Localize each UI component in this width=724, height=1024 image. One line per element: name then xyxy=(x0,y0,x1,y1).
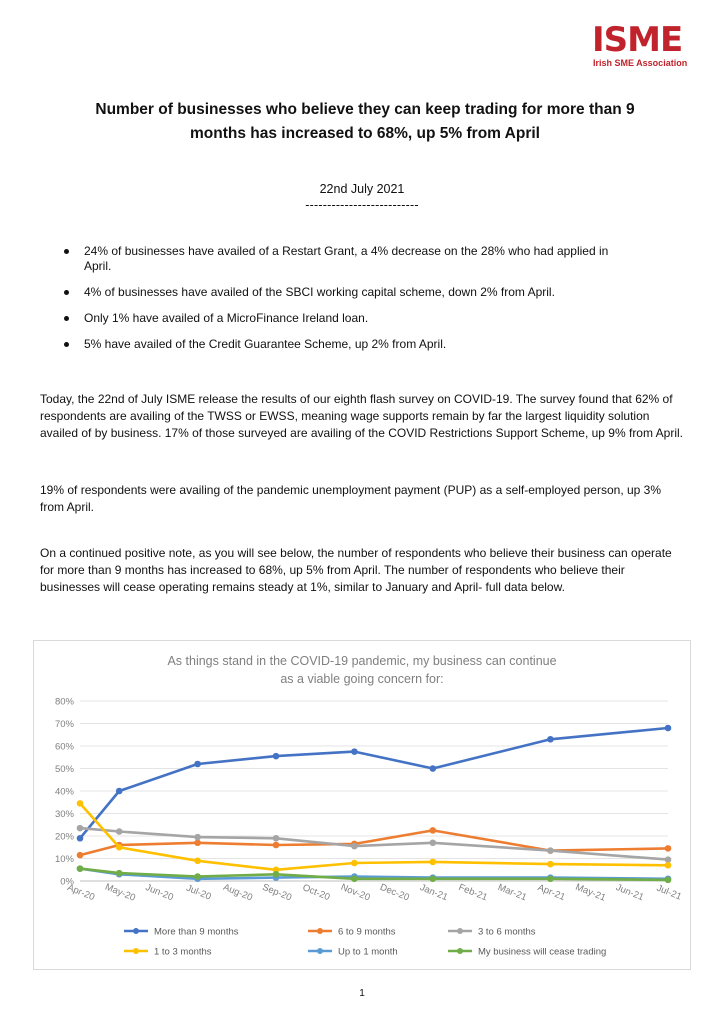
x-tick-label: Apr-21 xyxy=(536,882,567,904)
viability-chart xyxy=(33,640,691,970)
x-tick-label: Nov-20 xyxy=(339,881,372,904)
data-point xyxy=(665,862,672,869)
x-tick-label: Jul-21 xyxy=(654,882,683,903)
x-tick-label: Apr-20 xyxy=(65,882,97,904)
data-point xyxy=(430,765,437,772)
data-point xyxy=(194,834,201,841)
bullet-item: 5% have availed of the Credit Guarantee Scheme, up 2% from April. xyxy=(64,337,624,352)
page-title: Number of businesses who believe they can keep trading for more than 9 months has increased to 68%, up 5% from April xyxy=(95,101,635,142)
y-tick-label: 40% xyxy=(54,786,74,798)
data-point xyxy=(351,843,358,850)
data-point xyxy=(547,875,554,882)
data-point xyxy=(77,835,84,842)
y-tick-label: 50% xyxy=(54,764,74,775)
data-point xyxy=(351,875,358,882)
chart-title: As things stand in the COVID-19 pandemic, my business can continue xyxy=(167,654,557,668)
legend-swatch-marker xyxy=(317,928,323,934)
x-tick-label: Dec-20 xyxy=(378,881,411,904)
data-point xyxy=(77,865,84,872)
x-tick-label: Jan-21 xyxy=(418,882,450,904)
data-point xyxy=(430,839,437,846)
x-tick-label: Jul-20 xyxy=(184,882,213,903)
legend-swatch-marker xyxy=(457,928,463,934)
body-paragraph: Today, the 22nd of July ISME release the results of our eighth flash survey on COVID-19. The survey found that 62% of respondents are availing of the TWSS or EWSS, meaning wage supports remain by far the largest liquidity solution availed of by business. 17% of those surveyed are availing of the COVID Restrictions Support Scheme, up 9% from April. xyxy=(40,392,683,440)
data-point xyxy=(665,877,672,884)
chart-title: as a viable going concern for: xyxy=(280,672,444,686)
y-tick-label: 60% xyxy=(54,741,74,753)
data-point xyxy=(547,847,554,854)
data-point xyxy=(194,839,201,846)
x-tick-label: Mar-21 xyxy=(496,881,529,904)
data-point xyxy=(77,852,84,859)
y-tick-label: 70% xyxy=(54,719,74,730)
body-paragraph: On a continued positive note, as you will see below, the number of respondents who believe their business can operate for more than 9 months has increased to 68%, up 5% from April. The number of respondents who believe their businesses will cease operating remains steady at 1%, similar to January and April- full data below. xyxy=(40,546,672,594)
series-line xyxy=(80,869,668,879)
data-point xyxy=(351,860,358,867)
data-point xyxy=(430,827,437,834)
legend-label: 1 to 3 months xyxy=(154,946,212,958)
x-tick-label: May-20 xyxy=(103,881,137,904)
data-point xyxy=(116,828,123,835)
bullet-item: 4% of businesses have availed of the SBCI working capital scheme, down 2% from April. xyxy=(64,285,624,300)
series-line xyxy=(80,728,668,838)
x-tick-label: Jun-20 xyxy=(143,882,175,904)
bullet-item: Only 1% have availed of a MicroFinance Ireland loan. xyxy=(64,311,624,326)
data-point xyxy=(665,725,672,732)
y-tick-label: 20% xyxy=(54,831,74,843)
data-point xyxy=(194,761,201,768)
data-point xyxy=(273,835,280,842)
line-chart-svg xyxy=(34,641,690,969)
x-tick-label: Feb-21 xyxy=(456,881,489,904)
y-tick-label: 80% xyxy=(54,696,74,708)
legend-label: 6 to 9 months xyxy=(338,926,396,938)
legend-swatch-marker xyxy=(133,928,139,934)
y-tick-label: 30% xyxy=(54,809,74,820)
x-tick-label: Oct-20 xyxy=(300,882,332,904)
data-point xyxy=(273,753,280,760)
data-point xyxy=(430,875,437,882)
data-point xyxy=(194,857,201,864)
legend-swatch-marker xyxy=(317,948,323,954)
y-tick-label: 10% xyxy=(54,854,74,865)
data-point xyxy=(273,842,280,849)
isme-logo xyxy=(592,22,692,68)
legend-label: Up to 1 month xyxy=(338,946,398,958)
page-number: 1 xyxy=(359,988,365,999)
data-point xyxy=(77,800,84,807)
key-points-list xyxy=(64,244,624,363)
x-tick-label: Aug-20 xyxy=(221,881,255,904)
bullet-item: 24% of businesses have availed of a Restart Grant, a 4% decrease on the 28% who had applied in April. xyxy=(64,244,624,274)
data-point xyxy=(665,856,672,863)
data-point xyxy=(547,861,554,868)
data-point xyxy=(116,788,123,795)
x-tick-label: Sep-20 xyxy=(260,881,294,904)
data-point xyxy=(194,873,201,880)
x-tick-label: May-21 xyxy=(573,881,608,904)
data-point xyxy=(77,825,84,832)
data-point xyxy=(351,748,358,755)
legend-swatch-marker xyxy=(133,948,139,954)
data-point xyxy=(547,736,554,743)
data-point xyxy=(273,871,280,878)
body-paragraph: 19% of respondents were availing of the pandemic unemployment payment (PUP) as a self-employed person, up 3% from April. xyxy=(40,483,662,514)
date-underline: -------------------------- xyxy=(305,198,419,212)
release-date: 22nd July 2021 xyxy=(319,182,405,196)
data-point xyxy=(665,845,672,852)
legend-label: My business will cease trading xyxy=(478,946,607,958)
legend-swatch-marker xyxy=(457,948,463,954)
data-point xyxy=(116,844,123,851)
legend-label: 3 to 6 months xyxy=(478,926,536,938)
legend-label: More than 9 months xyxy=(154,926,239,938)
y-tick-label: 0% xyxy=(60,876,74,888)
data-point xyxy=(116,870,123,877)
logo-tagline: Irish SME Association xyxy=(593,58,688,68)
x-tick-label: Jun-21 xyxy=(614,882,646,904)
data-point xyxy=(430,859,437,866)
logo-text: ISME xyxy=(592,20,683,60)
